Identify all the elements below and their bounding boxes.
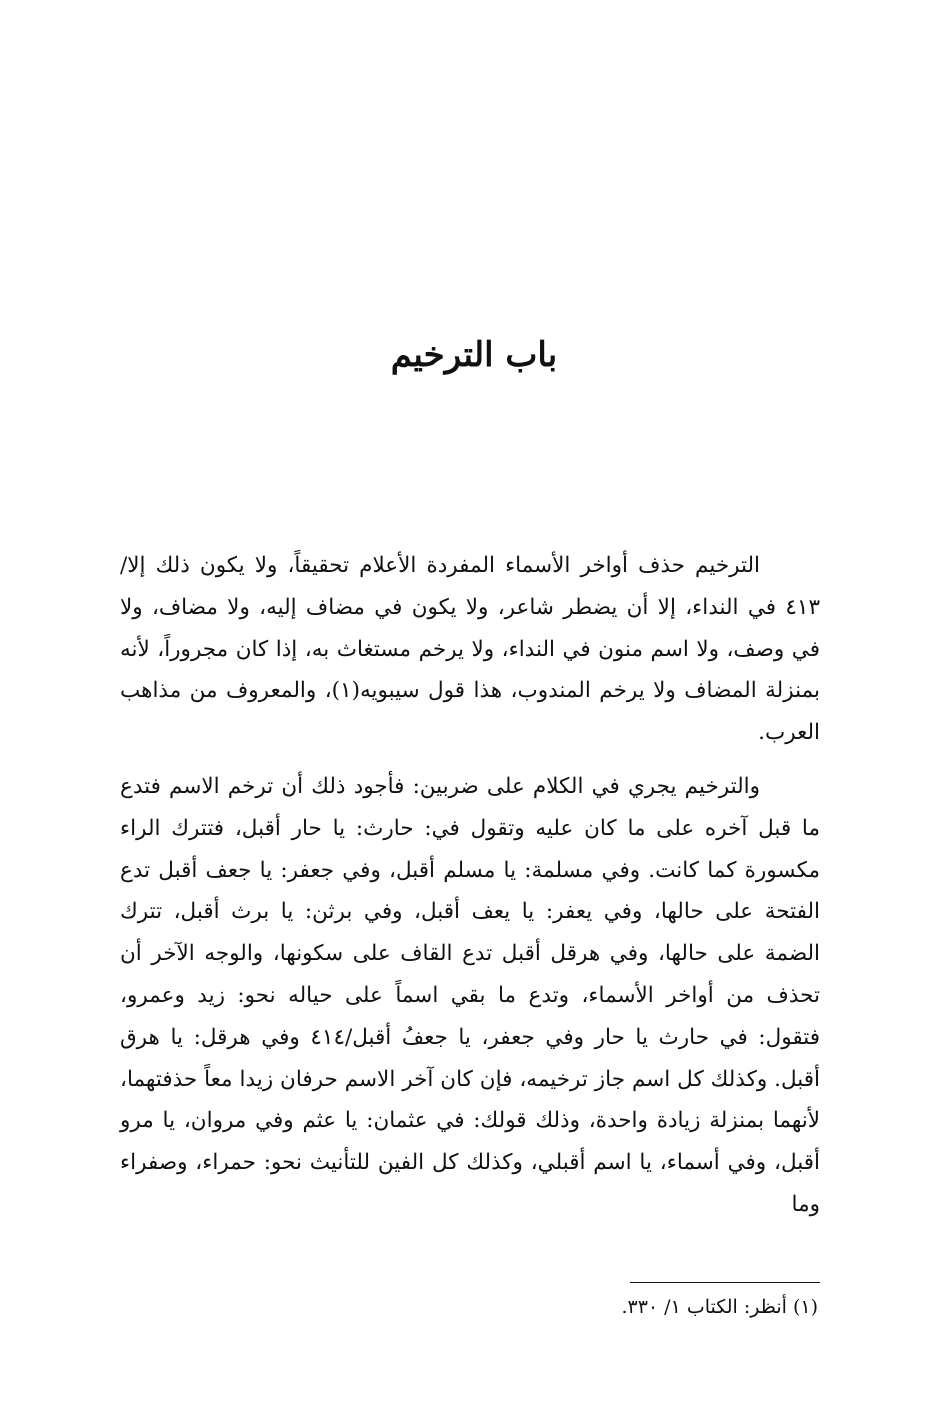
footnote: (١) أنظر: الكتاب ١/ ٣٣٠. xyxy=(621,1296,818,1318)
main-text xyxy=(120,545,820,1226)
paragraph-1: الترخيم حذف أواخر الأسماء المفردة الأعلام تحقيقاً، ولا يكون ذلك إلا/٤١٣ في النداء، إلا أن يضطر شاعر، ولا يكون في مضاف إليه، ولا مضاف، ولا في وصف، ولا اسم منون في النداء، ولا يرخم مستغاث به، إذا كان مجروراً، لأنه بمنزلة المضاف ولا يرخم المندوب، هذا قول سيبويه(١)، والمعروف من مذاهب العرب. xyxy=(120,553,820,746)
chapter-title: باب الترخيم xyxy=(390,335,558,375)
paragraph-2: والترخيم يجري في الكلام على ضربين: فأجود ذلك أن ترخم الاسم فتدع ما قبل آخره على ما كان عليه وتقول في: حارث: يا حار أقبل، فتترك الراء مكسورة كما كانت. وفي مسلمة: يا مسلم أقبل، وفي جعفر: يا جعف أقبل تدع الفتحة على حالها، وفي يعفر: يا يعف أقبل، وفي برثن: يا برث أقبل، تترك الضمة على حالها، وفي هرقل أقبل تدع القاف على سكونها، والوجه الآخر أن تحذف من أواخر الأسماء، وتدع ما بقي اسماً على حياله نحو: زيد وعمرو، فتقول: في حارث يا حار وفي جعفر، يا جعفُ أقبل/٤١٤ وفي هرقل: يا هرق أقبل. وكذلك كل اسم جاز ترخيمه، فإن كان آخر الاسم حرفان زيدا معاً حذفتهما، لأنهما بمنزلة زيادة واحدة، وذلك قولك: في عثمان: يا عثم وفي مروان، يا مرو أقبل، وفي أسماء، يا اسم أقبلي، وكذلك كل الفين للتأنيث نحو: حمراء، وصفراء وما xyxy=(120,773,820,1217)
footnote-divider xyxy=(630,1282,820,1283)
